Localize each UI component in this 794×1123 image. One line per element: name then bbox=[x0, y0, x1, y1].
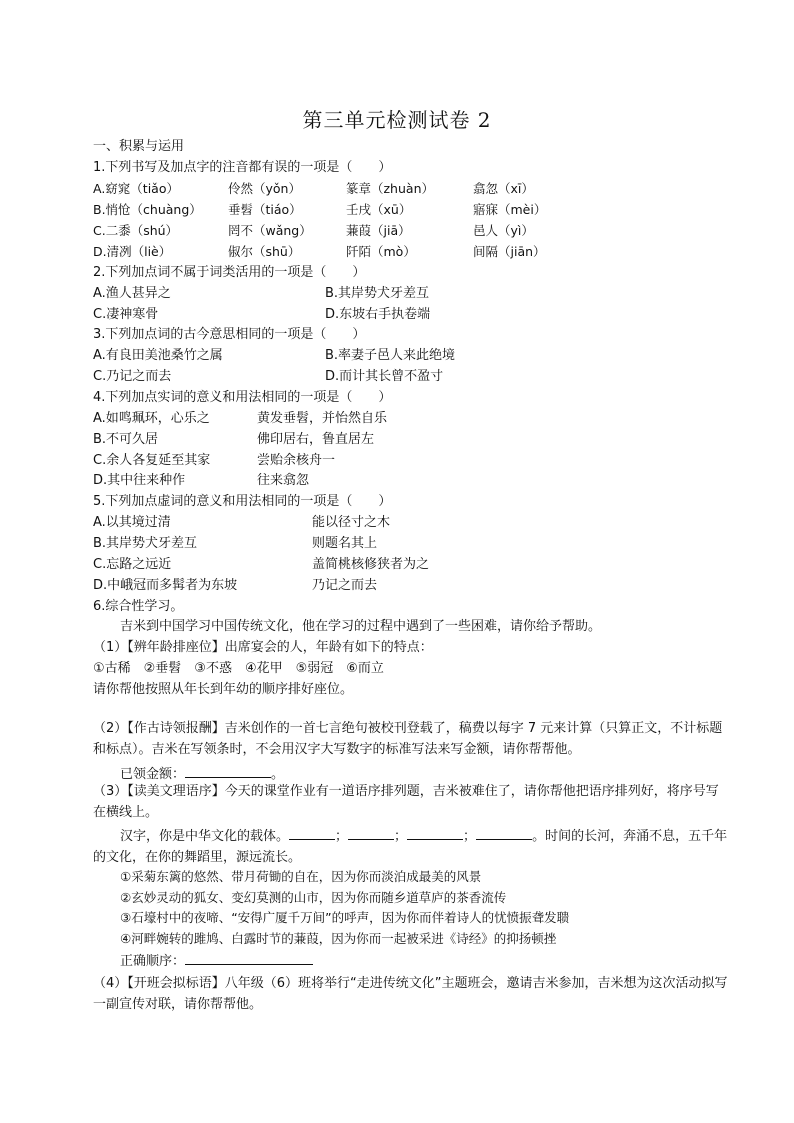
question-3-stem: 3.下列加点词的古今意思相同的一项是（ ） bbox=[93, 327, 366, 342]
q6-part2-label: 已领金额： bbox=[120, 767, 186, 782]
passage-sep: ； bbox=[335, 829, 349, 844]
q6-part3-item: ①采菊东篱的悠然、带月荷锄的自在，因为你而淡泊成最美的风景 bbox=[120, 869, 482, 884]
q5-option: B.其岸势犬牙差互 bbox=[93, 536, 198, 551]
q2-option: D.东坡右手执卷端 bbox=[325, 307, 431, 322]
q4-option: A.如鸣珮环，心乐之 bbox=[93, 411, 210, 426]
q5-option-compare: 盖简桃核修狭者为之 bbox=[312, 557, 430, 572]
question-1-stem: 1.下列书写及加点字的注音都有误的一项是（ ） bbox=[93, 160, 392, 175]
q1-option: 翕忽（xī） bbox=[473, 181, 534, 196]
order-blank-4[interactable] bbox=[476, 826, 532, 840]
q2-option: A.渔人甚异之 bbox=[93, 286, 171, 301]
q1-option: 寤寐（mèi） bbox=[473, 202, 547, 217]
q6-part2-end: 。 bbox=[271, 767, 285, 782]
q6-part3-passage bbox=[93, 826, 729, 868]
q4-option-compare: 佛印居右，鲁直居左 bbox=[257, 432, 375, 447]
q6-part4-text: （4）【开班会拟标语】八年级（6）班将举行“走进传统文化”主题班会，邀请吉米参加，吉米想为这次活动拟写一副宣传对联，请你帮帮他。 bbox=[93, 976, 728, 1012]
q4-option-compare: 往来翕忽 bbox=[257, 473, 310, 488]
correct-order-label: 正确顺序： bbox=[120, 954, 186, 969]
q1-option: B.悄怆（chuàng） bbox=[93, 202, 202, 217]
question-6-stem: 6.综合性学习。 bbox=[93, 599, 184, 614]
q5-option: D.中峨冠而多髯者为东坡 bbox=[93, 578, 238, 593]
q1-option: 壬戌（xū） bbox=[346, 202, 412, 217]
question-4-stem: 4.下列加点实词的意义和用法相同的一项是（ ） bbox=[93, 390, 392, 405]
q6-part3-answer-line bbox=[120, 951, 313, 970]
q1-option: 阡陌（mò） bbox=[346, 244, 416, 259]
q2-option: B.其岸势犬牙差互 bbox=[325, 286, 430, 301]
q4-option-compare: 黄发垂髫，并怡然自乐 bbox=[257, 411, 388, 426]
q6-part3-text: （3）【读美文理语序】今天的课堂作业有一道语序排列题，吉米被难住了，请你帮他把语序排列好，将序号写在横线上。 bbox=[93, 784, 719, 820]
q6-part3-item: ④河畔婉转的雎鸠、白露时节的蒹葭，因为你而一起被采进《诗经》的抑扬顿挫 bbox=[120, 931, 557, 946]
q3-option: D.而计其长曾不盈寸 bbox=[325, 369, 444, 384]
q1-option: 间隔（jiān） bbox=[473, 244, 546, 259]
passage-sep: ； bbox=[463, 829, 477, 844]
q6-intro: 吉米到中国学习中国传统文化，他在学习的过程中遇到了一些困难，请你给予帮助。 bbox=[120, 619, 602, 634]
question-5-stem: 5.下列加点虚词的意义和用法相同的一项是（ ） bbox=[93, 494, 392, 509]
q4-option: B.不可久居 bbox=[93, 432, 159, 447]
q6-part3-item: ②玄妙灵动的狐女、变幻莫测的山市，因为你而随乡道草庐的茶香流传 bbox=[120, 890, 507, 905]
q3-option: A.有良田美池桑竹之属 bbox=[93, 348, 223, 363]
q1-option: 俶尔（shū） bbox=[228, 244, 301, 259]
q1-option: 邑人（yì） bbox=[473, 223, 534, 238]
q1-option: C.二黍（shú） bbox=[93, 223, 179, 238]
question-2-stem: 2.下列加点词不属于词类活用的一项是（ ） bbox=[93, 265, 366, 280]
passage-end: 。时间的长河，奔涌不息，五千年的文化，在你的舞蹈里，源远流长。 bbox=[93, 829, 728, 865]
q4-option-compare: 尝贻余核舟一 bbox=[257, 453, 336, 468]
order-blank-3[interactable] bbox=[407, 826, 463, 840]
order-blank-2[interactable] bbox=[348, 826, 394, 840]
q6-part1-heading: （1）【辨年龄排座位】出席宴会的人，年龄有如下的特点： bbox=[93, 640, 433, 655]
q1-option: 罔不（wǎng） bbox=[228, 223, 312, 238]
q5-option-compare: 乃记之而去 bbox=[312, 578, 378, 593]
amount-answer-blank[interactable] bbox=[185, 764, 271, 778]
q3-option: C.乃记之而去 bbox=[93, 369, 172, 384]
q6-part1-ask: 请你帮他按照从年长到年幼的顺序排好座位。 bbox=[93, 682, 354, 697]
passage-sep: ； bbox=[394, 829, 408, 844]
correct-order-blank[interactable] bbox=[185, 951, 313, 965]
q3-option: B.率妻子邑人来此绝境 bbox=[325, 348, 456, 363]
q1-option: D.清冽（liè） bbox=[93, 244, 172, 259]
section-heading: 一、积累与运用 bbox=[93, 139, 185, 154]
q1-option: A.窈窕（tiǎo） bbox=[93, 181, 179, 196]
q5-option: C.忘路之远近 bbox=[93, 557, 172, 572]
q5-option: A.以其境过清 bbox=[93, 515, 171, 530]
q2-option: C.凄神寒骨 bbox=[93, 307, 159, 322]
q6-part2-text: （2）【作古诗领报酬】吉米创作的一首七言绝句被校刊登载了，稿费以每字 7 元来计算（只算正文，不计标题和标点）。吉米在写领条时，不会用汉字大写数字的标准写法来写金额，请你帮帮他。 bbox=[93, 721, 723, 757]
q4-option: D.其中往来种作 bbox=[93, 473, 186, 488]
passage-start: 汉字，你是中华文化的载体。 bbox=[120, 829, 290, 844]
q1-option: 蒹葭（jiā） bbox=[346, 223, 411, 238]
q5-option-compare: 则题名其上 bbox=[312, 536, 378, 551]
q1-option: 伶然（yǒn） bbox=[228, 181, 301, 196]
order-blank-1[interactable] bbox=[289, 826, 335, 840]
q4-option: C.余人各复延至其家 bbox=[93, 453, 211, 468]
q1-option: 篆章（zhuàn） bbox=[346, 181, 434, 196]
q6-part3-item: ③石壕村中的夜啼、“安得广厦千万间”的呼声，因为你而伴着诗人的忧愤振聋发聩 bbox=[120, 910, 570, 925]
q6-part1-items: ①古稀 ②垂髫 ③不惑 ④花甲 ⑤弱冠 ⑥而立 bbox=[93, 661, 384, 676]
q1-option: 垂髫（tiáo） bbox=[228, 202, 302, 217]
page-title: 第三单元检测试卷 2 bbox=[302, 108, 492, 132]
q5-option-compare: 能以径寸之木 bbox=[312, 515, 391, 530]
